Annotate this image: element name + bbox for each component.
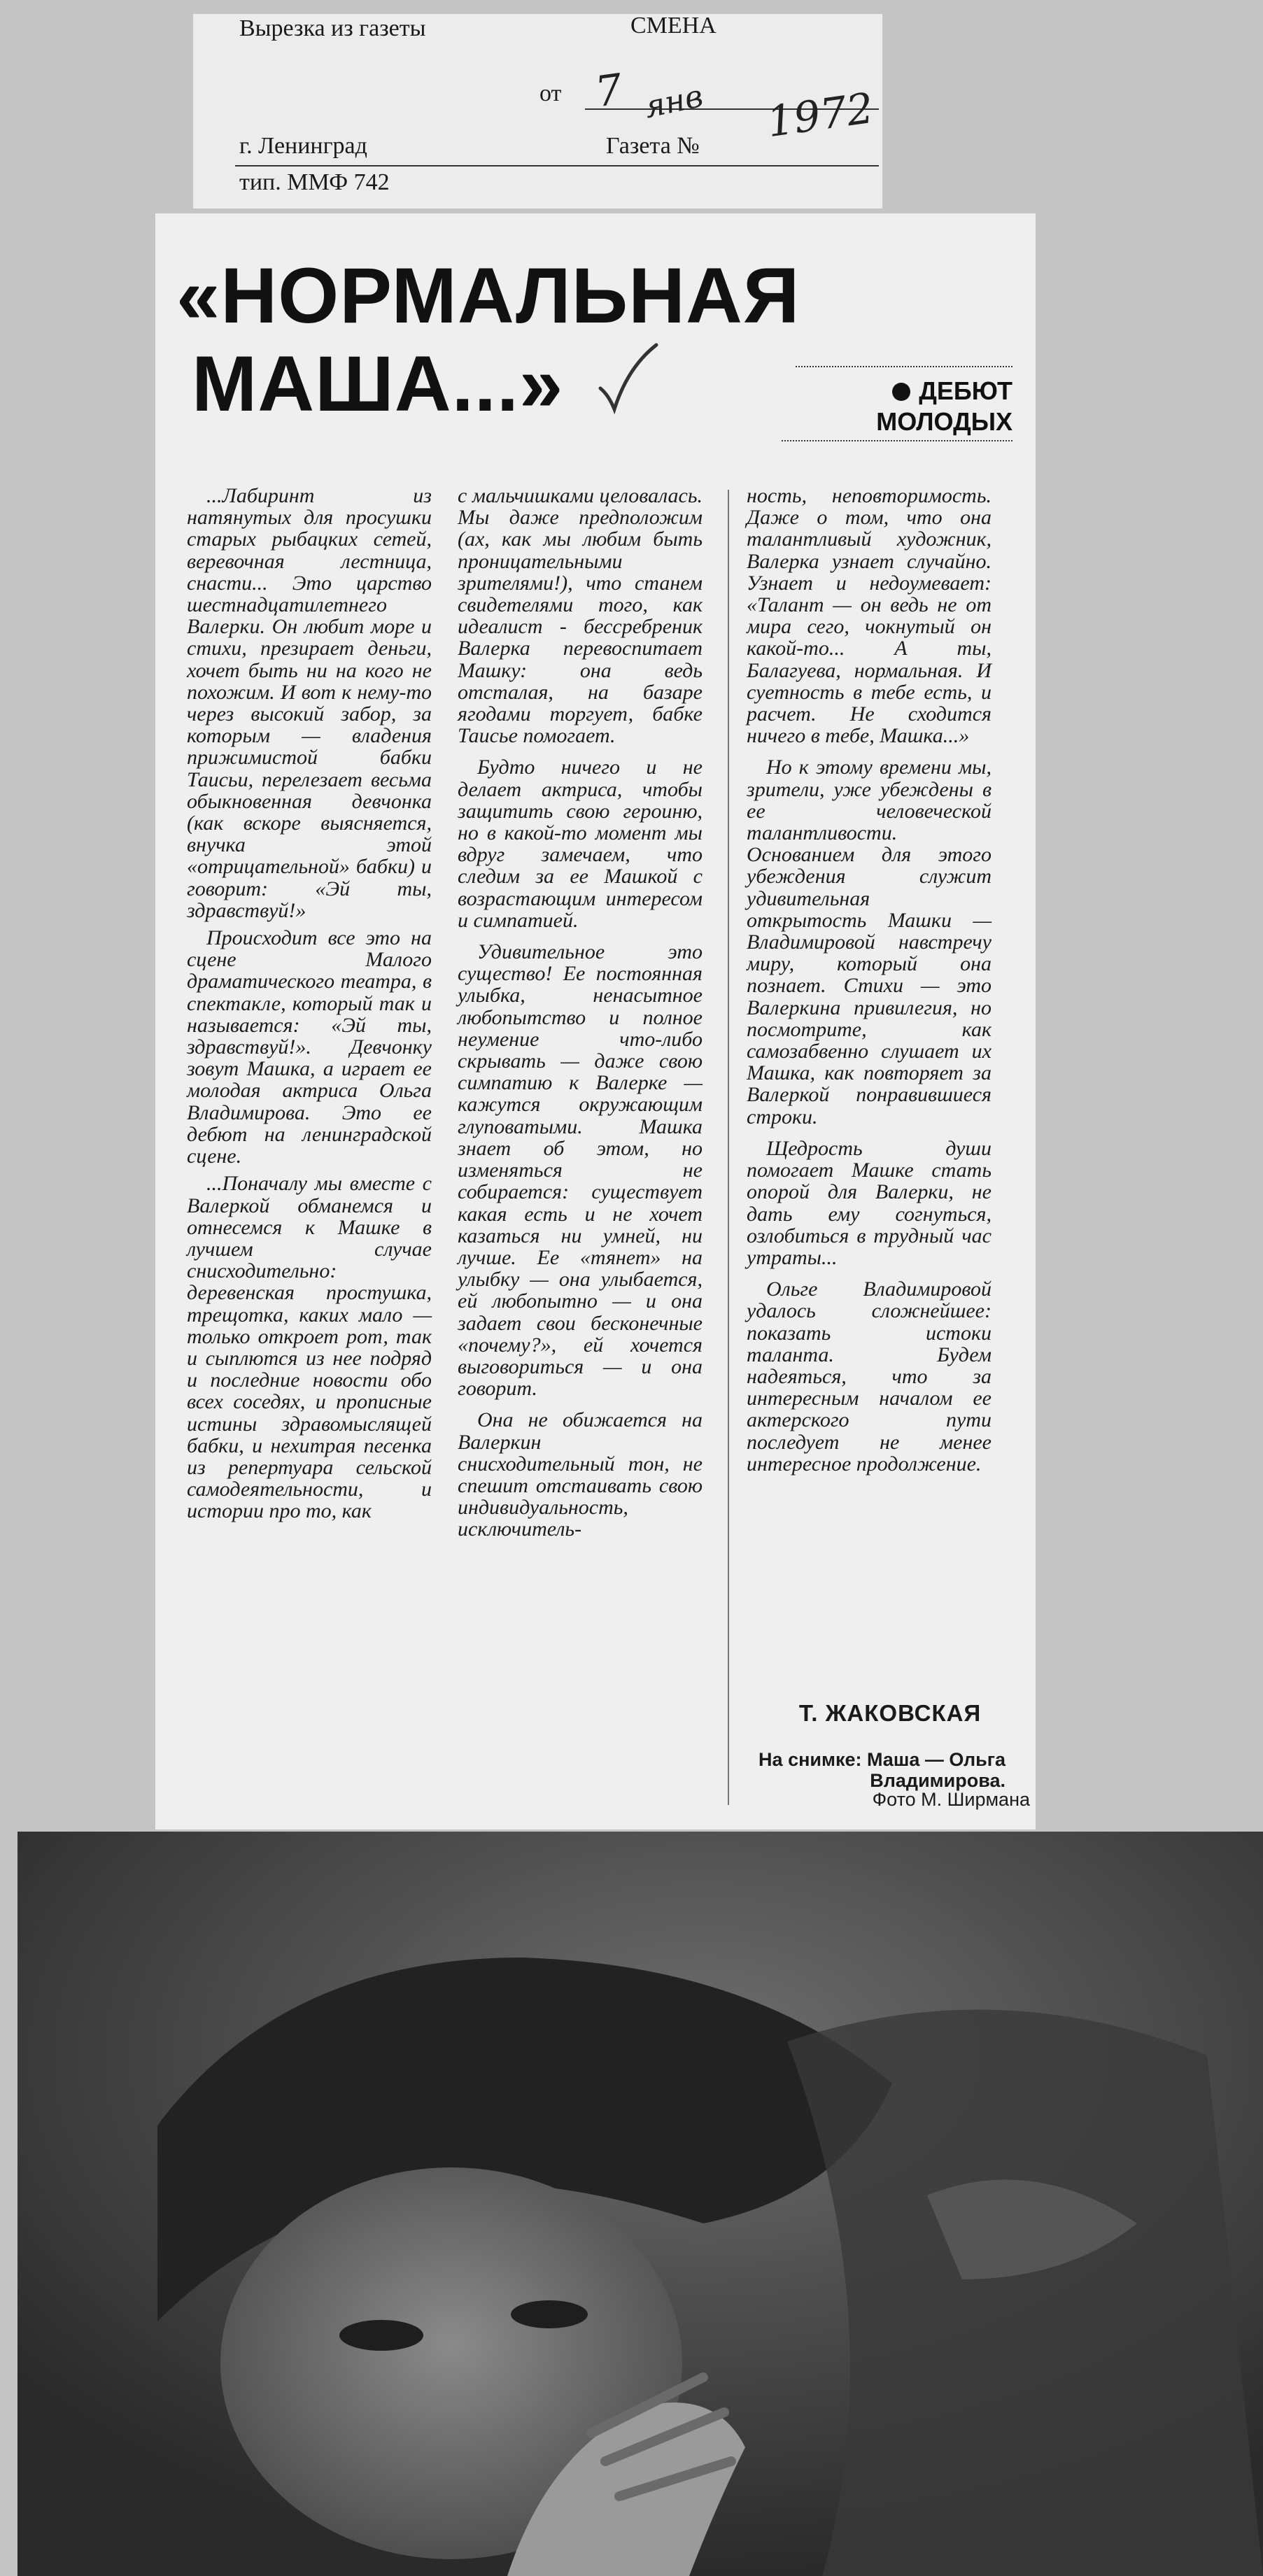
rubric — [782, 376, 1012, 441]
handwritten-day: 7 — [592, 64, 626, 118]
paragraph: ...Лабиринт из натянутых для просушки старых рыбацких сетей, веревочная лестница, снасти... Это царство шестнадцатилетнего Валерки. Он любит море и стихи, презирает деньги, хочет быть ни на кого не похожим. И вот к нему-то через высокий забор, за которым — владения прижимистой бабки Таисьи, перелезает весьма обыкновенная девчонка (как вскоре выясняется, внучка этой «отрицательной» бабки) и говорит: «Эй ты, здравствуй!» — [187, 484, 432, 922]
photo-credit: Фото М. Ширмана — [872, 1789, 1030, 1810]
clipping-label: Вырезка из газеты — [239, 15, 426, 41]
article-clipping — [155, 213, 1036, 1830]
slip-rule — [235, 165, 879, 167]
article-column-1 — [187, 485, 432, 1522]
headline-line-2: МАША...» — [192, 340, 564, 427]
handwritten-checkmark — [596, 339, 659, 416]
paragraph: с мальчишками целовалась. Мы даже предположим (ах, как мы любим быть проницательными зрителями!), что станем свидетелями того, как идеалист - бессребреник Валерка перевоспитает Машку: она ведь отсталая, на базаре ягодами торгует, бабке Таисье помогает. — [458, 484, 703, 748]
article-column-3 — [747, 485, 992, 1475]
paragraph: ...Поначалу мы вместе с Валеркой обманемся и отнесемся к Машке в лучшем случае снисходительно: деревенская простушка, трещотка, каких мало — только откроет рот, так и сыплются из нее подряд и последние новости обо всех соседях, и прописные истины здравомыслящей бабки, и нехитрая песенка из репертуара сельской самодеятельности, и истории про то, как — [187, 1172, 432, 1523]
date-label: от — [539, 80, 562, 106]
paragraph: ность, неповторимость. Даже о том, что она талантливый художник, Валерка узнает случайно. Узнает и недоумевает: «Талант — он ведь не от мира сего, чокнутый он какой-то... А ты, Балагуева, нормальная. И суетность в тебе есть, и расчет. Не сходится ничего в тебе, Машка...» — [747, 484, 992, 748]
article-column-2 — [458, 485, 703, 1541]
paragraph: Будто ничего и не делает актриса, чтобы защитить свою героиню, но в какой-то момент мы вдруг замечаем, что следим за ее Машкой с возрастающим интересом и симпатией. — [458, 756, 703, 932]
paragraph: Удивительное это существо! Ее постоянная улыбка, ненасытное любопытство и полное неумение что-либо скрывать — даже свою симпатию к Валерке — кажутся окружающим глуповатыми. Машка знает об этом, но изменяться не собирается: существует какая есть и не хочет казаться ни умней, ни лучше. Ее «тянет» на улыбку — она улыбается, ей любопытно — и она задает свои бесконечные «почему?», ей хочется выговориться — и она говорит. — [458, 940, 703, 1401]
photo-image — [17, 1832, 1263, 2576]
actress-photo — [17, 1832, 1263, 2576]
rubric-bottom-dots — [782, 440, 1012, 441]
handwritten-year: 1972 — [763, 83, 877, 148]
paragraph: Ольге Владимировой удалось сложнейшее: показать истоки таланта. Будем надеяться, что за интересным началом ее актерского пути последует не менее интересное продолжение. — [747, 1278, 992, 1475]
photo-caption: На снимке: Маша — Ольга Владимирова. — [758, 1749, 1006, 1791]
city-label: г. Ленинград — [239, 133, 367, 159]
paragraph: Но к этому времени мы, зрители, уже убеждены в ее человеческой талантливости. Основанием для этого убеждения служит удивительная открытость Машки — Владимировой навстречу миру, который она познает. Стихи — это Валеркина привилегия, но посмотрите, как самозабвенно слушает их Машка, как повторяет за Валеркой понравившиеся строки. — [747, 756, 992, 1128]
rubric-top-dots — [796, 366, 1012, 367]
headline-line-1: «НОРМАЛЬНАЯ — [176, 252, 800, 339]
paragraph: Она не обижается на Валеркин снисходительный тон, не спешит отстаивать свою индивидуальность, исключитель- — [458, 1408, 703, 1541]
issue-label: Газета № — [606, 133, 700, 159]
paragraph: Щедрость души помогает Машке стать опорой для Валерки, не дать ему согнуться, озлобиться в трудный час утраты... — [747, 1136, 992, 1269]
clipping-stamp-slip — [193, 14, 882, 208]
paragraph: Происходит все это на сцене Малого драматического театра, в спектакле, который так и называется: «Эй ты, здравствуй!». Девчонку зовут Машка, а играет ее молодая актриса Ольга Владимирова. Это ее дебют на ленинградской сцене. — [187, 926, 432, 1168]
rubric-bullet-icon — [892, 383, 910, 401]
rubric-line-2: МОЛОДЫХ — [876, 407, 1012, 436]
typography-label: тип. ММФ 742 — [239, 169, 390, 195]
column-divider — [728, 490, 729, 1805]
author-byline: Т. ЖАКОВСКАЯ — [798, 1700, 982, 1726]
rubric-line-1: ДЕБЮТ — [919, 376, 1012, 405]
newspaper-name: СМЕНА — [630, 13, 717, 38]
handwritten-month: янв — [641, 78, 707, 126]
